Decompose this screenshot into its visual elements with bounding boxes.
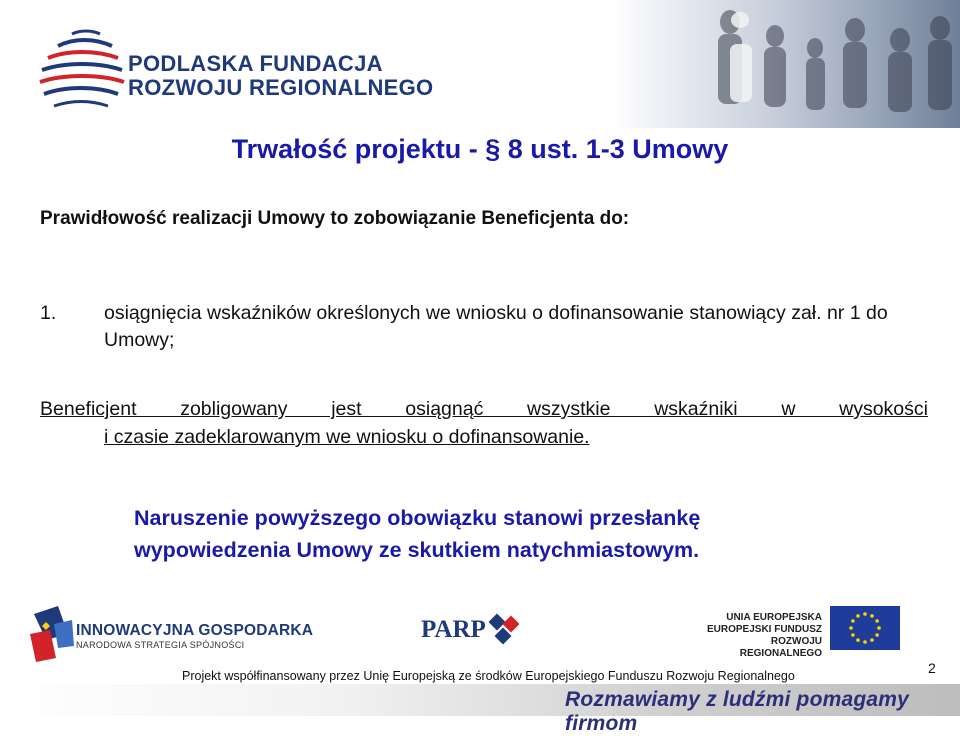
eu-star-icon: [863, 640, 867, 644]
warning-line-1: Naruszenie powyższego obowiązku stanowi przesłankę: [134, 506, 701, 530]
eu-line-2: EUROPEJSKI FUNDUSZ: [706, 624, 822, 635]
eu-star-icon: [856, 614, 860, 618]
eu-star-icon: [875, 633, 879, 637]
slide-title: Trwałość projektu - § 8 ust. 1-3 Umowy: [231, 134, 729, 164]
logo-line-2: ROZWOJU REGIONALNEGO: [128, 75, 434, 100]
eu-star-icon: [856, 638, 860, 642]
parp-emblem-icon: [487, 612, 523, 651]
ig-emblem-icon: [28, 604, 76, 664]
eu-star-icon: [875, 619, 879, 623]
pfrr-logo-text: [128, 52, 433, 100]
warning-line-2: wypowiedzenia Umowy ze skutkiem natychmiastowym.: [134, 538, 700, 562]
parp-logo-text: PARP: [421, 616, 486, 643]
intro-text: Prawidłowość realizacji Umowy to zobowiązanie Beneficjenta do:: [40, 208, 630, 229]
eu-star-icon: [851, 619, 855, 623]
eu-star-icon: [877, 626, 881, 630]
logo-line-1: PODLASKA FUNDACJA: [128, 51, 383, 76]
warning-text: [134, 502, 894, 566]
cofinancing-note: Projekt współfinansowany przez Unię Europejską ze środków Europejskiego Funduszu Rozwoju Regionalnego: [182, 669, 795, 683]
list-item-number: 1.: [40, 302, 57, 324]
eu-line-1: UNIA EUROPEJSKA: [726, 612, 822, 623]
eu-flag-icon: [830, 606, 900, 650]
eu-star-icon: [851, 633, 855, 637]
page-number: 2: [928, 660, 936, 676]
eu-star-icon: [870, 638, 874, 642]
eu-star-icon: [863, 612, 867, 616]
eu-star-icon: [870, 614, 874, 618]
list-item-text: osiągnięcia wskaźników określonych we wniosku o dofinansowanie stanowiący zał. nr 1 do Umowy;: [104, 302, 888, 351]
pfrr-emblem-icon: [22, 28, 132, 118]
header-people-photo: [610, 0, 960, 128]
eu-line-3: ROZWOJU REGIONALNEGO: [739, 636, 822, 659]
ig-title: INNOWACYJNA GOSPODARKA: [76, 622, 314, 639]
slogan-text: Rozmawiamy z ludźmi pomagamy firmom: [565, 688, 910, 735]
people-chain-icon: [610, 0, 960, 128]
beneficjent-line-1: Beneficjent zobligowany jest osiągnąć wszystkie wskaźniki w wysokości: [40, 398, 928, 420]
beneficjent-paragraph: [40, 395, 928, 451]
ig-subtitle: NARODOWA STRATEGIA SPÓJNOŚCI: [76, 640, 245, 650]
beneficjent-line-2: i czasie zadeklarowanym we wniosku o dofinansowanie.: [104, 426, 590, 448]
eu-text: [690, 612, 822, 660]
eu-star-icon: [849, 626, 853, 630]
